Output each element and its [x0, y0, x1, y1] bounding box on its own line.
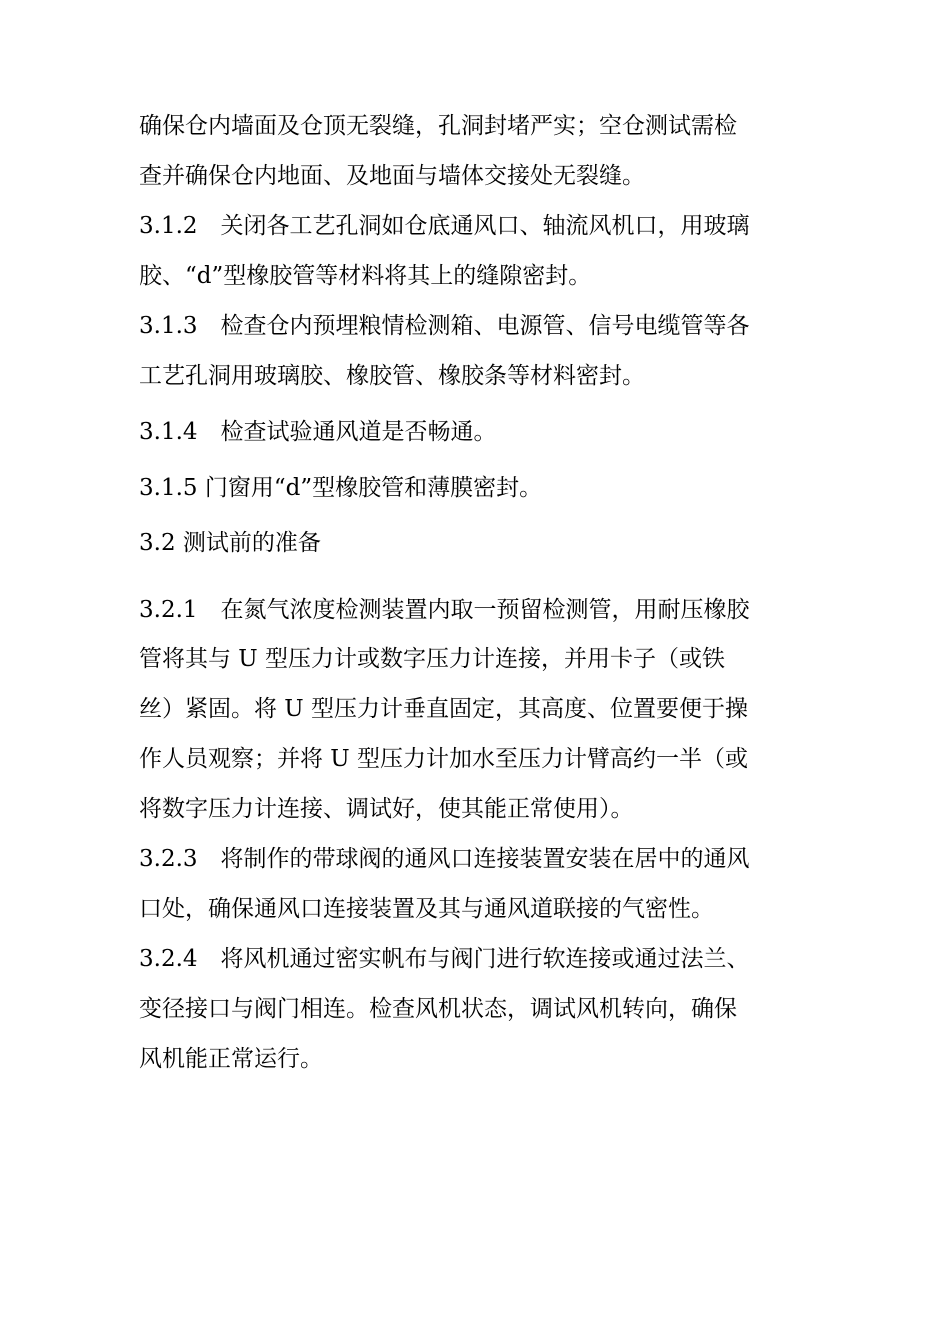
text-line: 3.1.2 关闭各工艺孔洞如仓底通风口、轴流风机口，用玻璃 [139, 213, 750, 239]
text-line: 查并确保仓内地面、及地面与墙体交接处无裂缝。 [139, 163, 645, 189]
text-line: 3.1.3 检查仓内预埋粮情检测箱、电源管、信号电缆管等各 [139, 313, 750, 339]
text-line: 3.2.3 将制作的带球阀的通风口连接装置安装在居中的通风 [139, 846, 750, 872]
text-line: 3.1.4 检查试验通风道是否畅通。 [139, 419, 497, 445]
text-line: 3.2.4 将风机通过密实帆布与阀门进行软连接或通过法兰、 [139, 946, 750, 972]
text-line: 胶、“d”型橡胶管等材料将其上的缝隙密封。 [139, 263, 592, 289]
text-line: 风机能正常运行。 [139, 1046, 323, 1072]
text-line: 将数字压力计连接、调试好，使其能正常使用）。 [139, 796, 634, 822]
text-line: 确保仓内墙面及仓顶无裂缝，孔洞封堵严实；空仓测试需检 [139, 113, 737, 139]
text-line: 作人员观察；并将 U 型压力计加水至压力计臂高约一半（或 [139, 746, 749, 772]
text-line: 3.2.1 在氮气浓度检测装置内取一预留检测管，用耐压橡胶 [139, 597, 750, 623]
text-line: 口处，确保通风口连接装置及其与通风道联接的气密性。 [139, 896, 714, 922]
text-line: 管将其与 U 型压力计或数字压力计连接，并用卡子（或铁 [139, 646, 726, 672]
text-line: 工艺孔洞用玻璃胶、橡胶管、橡胶条等材料密封。 [139, 363, 645, 389]
text-line: 变径接口与阀门相连。检查风机状态，调试风机转向，确保 [139, 996, 737, 1022]
text-line: 丝）紧固。将 U 型压力计垂直固定，其高度、位置要便于操 [139, 696, 749, 722]
section-heading: 3.2 测试前的准备 [139, 530, 321, 556]
text-line: 3.1.5 门窗用“d”型橡胶管和薄膜密封。 [139, 475, 543, 501]
